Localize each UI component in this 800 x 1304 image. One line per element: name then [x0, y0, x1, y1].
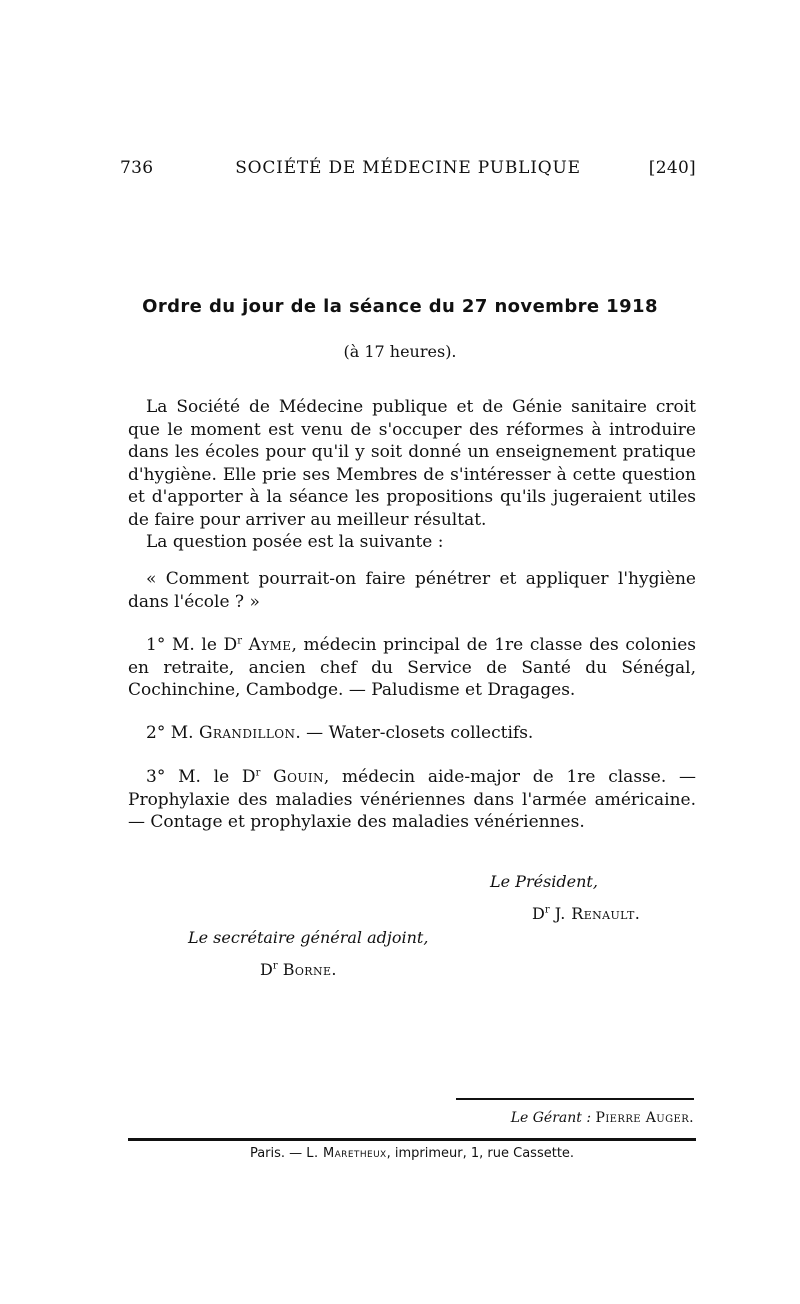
page-title: Ordre du jour de la séance du 27 novembre 1918 — [142, 296, 658, 317]
agenda-item-text: 2° M. Grandillon. — Water-closets collectifs. — [146, 723, 534, 743]
gerant-line: Le Gérant : Pierre Auger. — [510, 1110, 694, 1126]
president-name: $D^r$ J. Renault. — [532, 904, 641, 923]
speaker-name: Gouin — [273, 767, 324, 787]
page-number: 736 — [120, 158, 154, 178]
agenda-item — [128, 766, 696, 834]
president-label: Le Président, — [490, 872, 598, 891]
footer-rule — [128, 1138, 696, 1141]
intro-paragraph: La Société de Médecine publique et de Génie sanitaire croit que le moment est venu de s'occuper des réformes à introduire dans les écoles pour qu'il y soit donné un enseignement pratique d'hygiène. Elle prie ses Membres de s'intéresser à cette question et d'apporter à la séance les propositions qu'ils jugeraient utiles de faire pour arriver au meilleur résultat. — [128, 397, 696, 530]
secretary-label: Le secrétaire général adjoint, — [188, 928, 429, 947]
agenda-item-text: 1° M. le $D^r$ Ayme, médecin principal de 1re classe des colonies en retraite, ancien chef du Service de Santé du Sénégal, Cochinchine, Cambodge. — Paludisme et Dragages. — [128, 635, 696, 700]
agenda-item — [128, 634, 696, 702]
question-text: « Comment pourrait-on faire pénétrer et appliquer l'hygiène dans l'école ? » — [128, 569, 696, 612]
divider-rule — [456, 1098, 694, 1100]
agenda-item-text: 3° M. le $D^r$ Gouin, médecin aide-major de 1re classe. — Prophylaxie des maladies vénériennes dans l'armée américaine. — Contage et prophylaxie des maladies vénériennes. — [128, 767, 696, 832]
question-section — [128, 568, 696, 613]
running-head — [120, 158, 696, 184]
secretary-name: $D^r$ Borne. — [260, 960, 337, 979]
page-subtitle: (à 17 heures). — [343, 342, 457, 361]
agenda-item — [128, 722, 696, 745]
imprint-line: Paris. — L. Maretheux, imprimeur, 1, rue Cassette. — [249, 1146, 575, 1161]
intro-section — [128, 396, 696, 554]
speaker-name: Ayme — [248, 635, 292, 655]
question-intro: La question posée est la suivante : — [146, 532, 444, 552]
section-number: [240] — [648, 158, 696, 178]
journal-title: SOCIÉTÉ DE MÉDECINE PUBLIQUE — [235, 158, 581, 178]
speaker-name: Grandillon — [198, 723, 296, 743]
